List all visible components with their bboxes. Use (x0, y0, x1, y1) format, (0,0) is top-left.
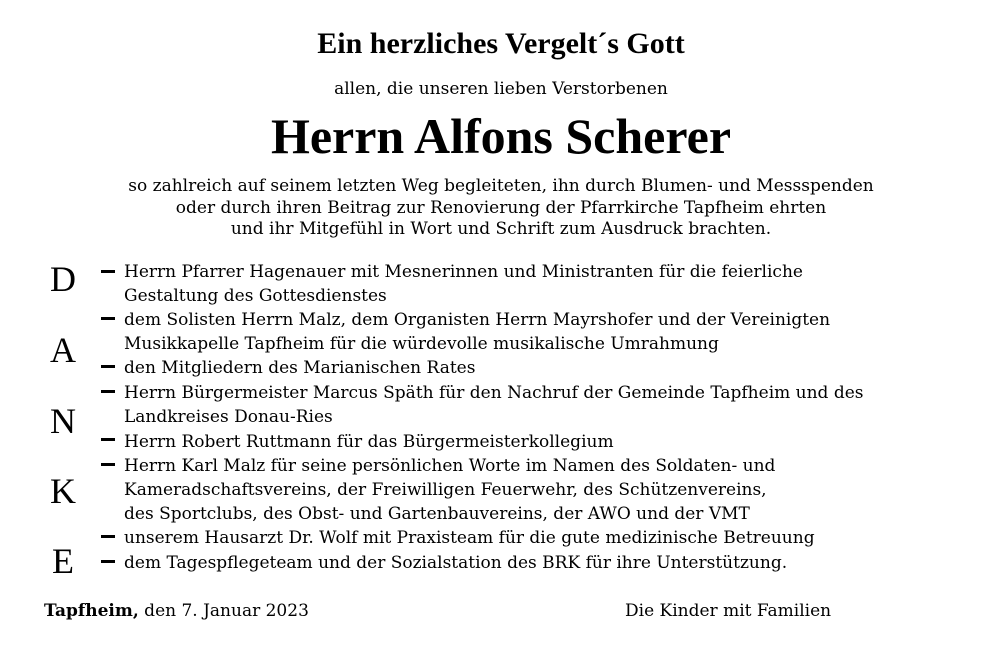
list-item: unserem Hausarzt Dr. Wolf mit Praxisteam für die gute medizinische Betreuung (124, 528, 815, 548)
bullet-dash (101, 317, 115, 320)
thanks-line: und ihr Mitgefühl in Wort und Schrift zum Ausdruck brachten. (230, 219, 772, 239)
list-item: Herrn Pfarrer Hagenauer mit Mesnerinnen und Ministranten für die feierliche (124, 262, 803, 282)
bullet-dash (101, 270, 115, 273)
list-item: den Mitgliedern des Marianischen Rates (124, 358, 476, 378)
danke-letter: E (52, 541, 74, 581)
list-item: Herrn Robert Ruttmann für das Bürgermeisterkollegium (124, 432, 614, 452)
date: den 7. Januar 2023 (138, 601, 309, 621)
danke-letter: A (50, 330, 76, 370)
list-item: des Sportclubs, des Obst- und Gartenbauvereins, der AWO und der VMT (124, 504, 750, 524)
list-item: Musikkapelle Tapfheim für die würdevolle musikalische Umrahmung (124, 334, 719, 354)
list-item: Landkreises Donau-Ries (124, 407, 333, 427)
bullet-dash (101, 438, 115, 441)
danke-letter: D (50, 259, 76, 299)
list-item: Herrn Bürgermeister Marcus Späth für den Nachruf der Gemeinde Tapfheim und des (124, 383, 864, 403)
list-item: dem Solisten Herrn Malz, dem Organisten Herrn Mayrshofer und der Vereinigten (124, 310, 831, 330)
bullet-dash (101, 365, 115, 368)
deceased-name: Herrn Alfons Scherer (270, 108, 732, 164)
bullet-dash (101, 390, 115, 393)
list-item: Herrn Karl Malz für seine persönlichen Worte im Namen des Soldaten- und (124, 456, 776, 476)
heading: Ein herzliches Vergelt´s Gott (317, 27, 685, 60)
danke-letter: N (50, 401, 76, 441)
place-date (44, 599, 309, 623)
danke-letter: K (50, 471, 76, 511)
list-item: Gestaltung des Gottesdienstes (124, 286, 387, 306)
list-item: dem Tagespflegeteam und der Sozialstation des BRK für ihre Unterstützung. (124, 553, 788, 573)
thanks-line: oder durch ihren Beitrag zur Renovierung der Pfarrkirche Tapfheim ehrten (175, 197, 827, 218)
thanks-paragraph (1, 176, 1000, 241)
intro-line: allen, die unseren lieben Verstorbenen (334, 79, 668, 99)
place: Tapfheim, (44, 601, 139, 621)
bullet-dash (101, 463, 115, 466)
thanks-line: so zahlreich auf seinem letzten Weg begleiteten, ihn durch Blumen- und Messspenden (128, 176, 874, 196)
bullet-dash (101, 560, 115, 563)
bullet-dash (101, 535, 115, 538)
signature: Die Kinder mit Familien (625, 601, 832, 621)
list-item: Kameradschaftsvereins, der Freiwilligen Feuerwehr, des Schützenvereins, (124, 480, 767, 500)
